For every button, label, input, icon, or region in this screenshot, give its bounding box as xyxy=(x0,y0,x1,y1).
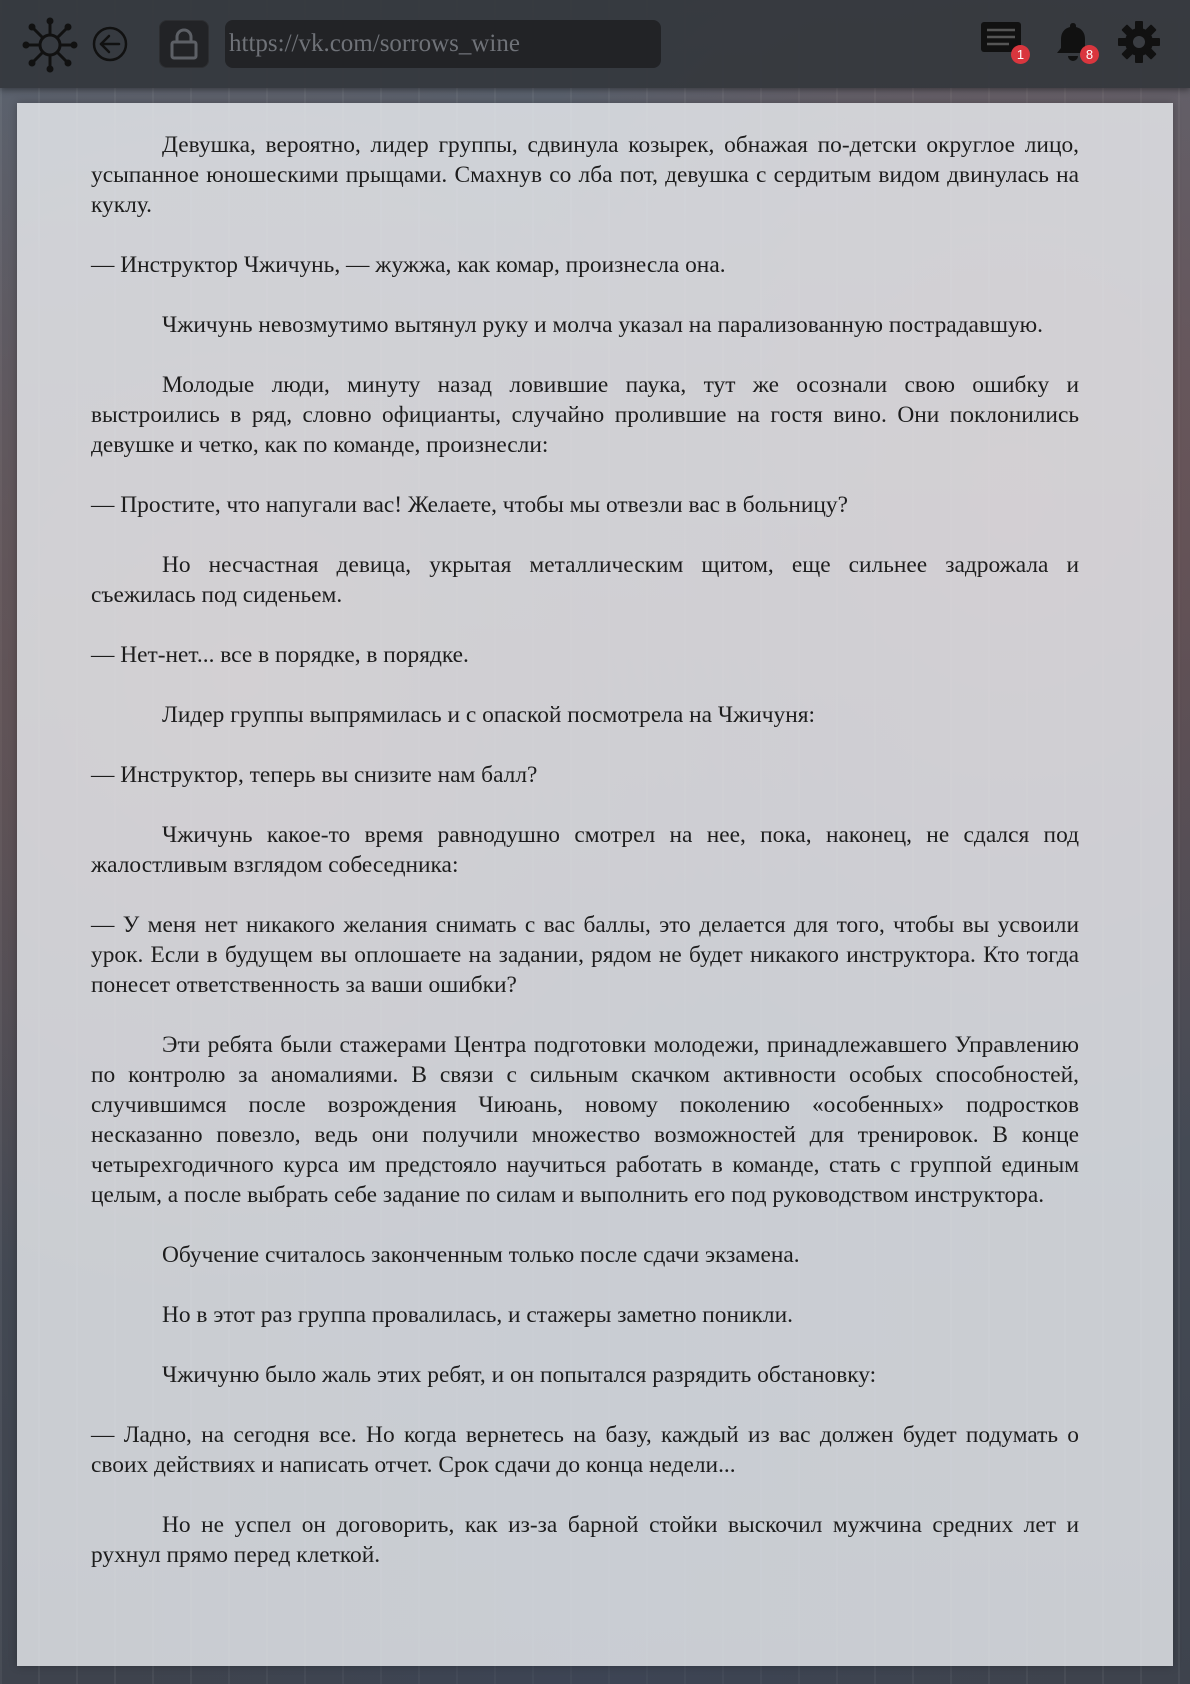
address-bar[interactable]: https://vk.com/sorrows_wine xyxy=(225,20,661,68)
lock-button[interactable] xyxy=(159,20,209,68)
dialog-paragraph: — Ладно, на сегодня все. Но когда вернетесь на базу, каждый из вас должен будет подумать о своих действиях и написать отчет. Срок сдачи до конца недели... xyxy=(91,1422,1079,1478)
narrative-paragraph: Чжичунь какое-то время равнодушно смотрел на нее, пока, наконец, не сдался под жалостливым взглядом собеседника: xyxy=(91,822,1079,878)
back-arrow-icon xyxy=(92,26,128,62)
narrative-paragraph: Чжичунь невозмутимо вытянул руку и молча указал на парализованную пострадавшую. xyxy=(162,312,1043,338)
network-hub-icon[interactable] xyxy=(22,17,78,73)
reading-page xyxy=(17,103,1173,1666)
back-button[interactable] xyxy=(92,26,128,62)
narrative-paragraph: Но несчастная девица, укрытая металлическим щитом, еще сильнее задрожала и съежилась под сиденьем. xyxy=(91,552,1079,608)
lock-icon xyxy=(169,28,199,60)
dialog-paragraph: — Простите, что напугали вас! Желаете, чтобы мы отвезли вас в больницу? xyxy=(91,492,848,518)
narrative-paragraph: Чжичуню было жаль этих ребят, и он попытался разрядить обстановку: xyxy=(162,1362,877,1388)
dialog-paragraph: — У меня нет никакого желания снимать с вас баллы, это делается для того, чтобы вы усвоили урок. Если в будущем вы оплошаете на задании, рядом не будет никакого инструктора. Кто тогда понесет ответственность за ваши ошибки? xyxy=(91,912,1079,998)
narrative-paragraph: Обучение считалось законченным только после сдачи экзамена. xyxy=(162,1242,800,1268)
chapter-text xyxy=(91,130,1079,1600)
narrative-paragraph: Эти ребята были стажерами Центра подготовки молодежи, принадлежавшего Управлению по контролю за аномалиями. В связи с сильным скачком активности особых способностей, случившимся после возрождения Чиюань, новому поколению «особенных» подростков несказанно повезло, ведь они получили множество возможностей для тренировок. В конце четырехгодичного курса им предстояло научиться работать в команде, стать с группой единым целым, а после выбрать себе задание по силам и выполнить его под руководством инструктора. xyxy=(91,1032,1079,1208)
narrative-paragraph: Но в этот раз группа провалилась, и стажеры заметно поникли. xyxy=(162,1302,793,1328)
dialog-paragraph: — Инструктор, теперь вы снизите нам балл? xyxy=(91,762,538,788)
top-toolbar xyxy=(0,0,1190,88)
narrative-paragraph: Но не успел он договорить, как из-за барной стойки выскочил мужчина средних лет и рухнул прямо перед клеткой. xyxy=(91,1512,1079,1568)
narrative-paragraph: Девушка, вероятно, лидер группы, сдвинула козырек, обнажая по-детски округлое лицо, усыпанное юношескими прыщами. Смахнув со лба пот, девушка с сердитым видом двинулась на куклу. xyxy=(91,132,1079,218)
messages-button[interactable] xyxy=(979,20,1029,70)
settings-button[interactable] xyxy=(1117,20,1167,70)
messages-badge: 1 xyxy=(1011,45,1030,64)
gear-icon xyxy=(1117,20,1161,64)
narrative-paragraph: Лидер группы выпрямилась и с опаской посмотрела на Чжичуня: xyxy=(162,702,816,728)
notifications-badge: 8 xyxy=(1080,45,1099,64)
dialog-paragraph: — Инструктор Чжичунь, — жужжа, как комар, произнесла она. xyxy=(91,252,726,278)
narrative-paragraph: Молодые люди, минуту назад ловившие паука, тут же осознали свою ошибку и выстроились в ряд, словно официанты, случайно пролившие на гостя вино. Они поклонились девушке и четко, как по команде, произнесли: xyxy=(91,372,1079,458)
dialog-paragraph: — Нет-нет... все в порядке, в порядке. xyxy=(91,642,469,668)
notifications-button[interactable] xyxy=(1053,20,1103,70)
